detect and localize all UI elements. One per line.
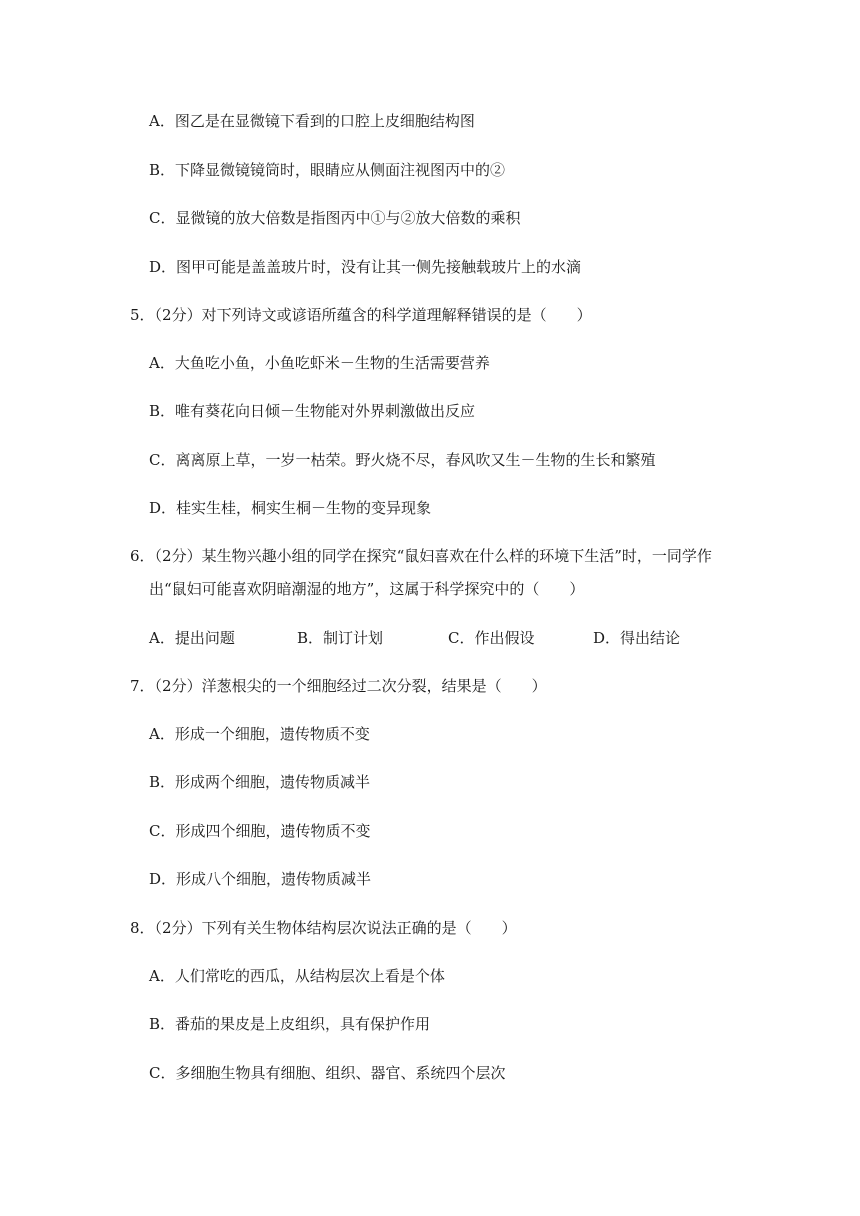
q4-option-c: C．显微镜的放大倍数是指图丙中①与②放大倍数的乘积 <box>149 209 521 227</box>
q7-option-d: D．形成八个细胞，遗传物质减半 <box>149 870 372 888</box>
q8-option-b: B．番茄的果皮是上皮组织，具有保护作用 <box>149 1015 431 1033</box>
q7-option-b: B．形成两个细胞，遗传物质减半 <box>149 773 371 791</box>
q5-option-c: C．离离原上草，一岁一枯荣。野火烧不尽，春风吹又生－生物的生长和繁殖 <box>149 451 656 469</box>
q6-stem-line1: 6．（2分）某生物兴趣小组的同学在探究“鼠妇喜欢在什么样的环境下生活”时，一同学作 <box>130 547 712 565</box>
q6-option-d: D．得出结论 <box>593 629 681 647</box>
q4-option-b: B．下降显微镜镜筒时，眼睛应从侧面注视图丙中的② <box>149 161 506 179</box>
q5-option-b: B．唯有葵花向日倾－生物能对外界刺激做出反应 <box>149 402 476 420</box>
q6-option-b: B．制订计划 <box>297 629 384 647</box>
q5-option-d: D．桂实生桂，桐实生桐－生物的变异现象 <box>149 499 432 517</box>
q5-option-a: A．大鱼吃小鱼，小鱼吃虾米－生物的生活需要营养 <box>149 354 490 372</box>
q8-option-c: C．多细胞生物具有细胞、组织、器官、系统四个层次 <box>149 1064 506 1082</box>
q7-option-a: A．形成一个细胞，遗传物质不变 <box>149 725 370 743</box>
q4-option-a: A．图乙是在显微镜下看到的口腔上皮细胞结构图 <box>149 112 475 130</box>
q4-option-d: D．图甲可能是盖盖玻片时，没有让其一侧先接触载玻片上的水滴 <box>149 258 582 276</box>
q6-option-c: C．作出假设 <box>448 629 535 647</box>
q5-stem: 5．（2分）对下列诗文或谚语所蕴含的科学道理解释错误的是（ ） <box>130 306 592 324</box>
q7-stem: 7．（2分）洋葱根尖的一个细胞经过二次分裂，结果是（ ） <box>130 677 547 695</box>
q8-stem: 8．（2分）下列有关生物体结构层次说法正确的是（ ） <box>130 919 517 937</box>
q7-option-c: C．形成四个细胞，遗传物质不变 <box>149 822 371 840</box>
q8-option-a: A．人们常吃的西瓜，从结构层次上看是个体 <box>149 967 445 985</box>
q6-stem-line2: 出“鼠妇可能喜欢阴暗潮湿的地方”，这属于科学探究中的（ ） <box>149 580 585 598</box>
q6-option-a: A．提出问题 <box>149 629 235 647</box>
